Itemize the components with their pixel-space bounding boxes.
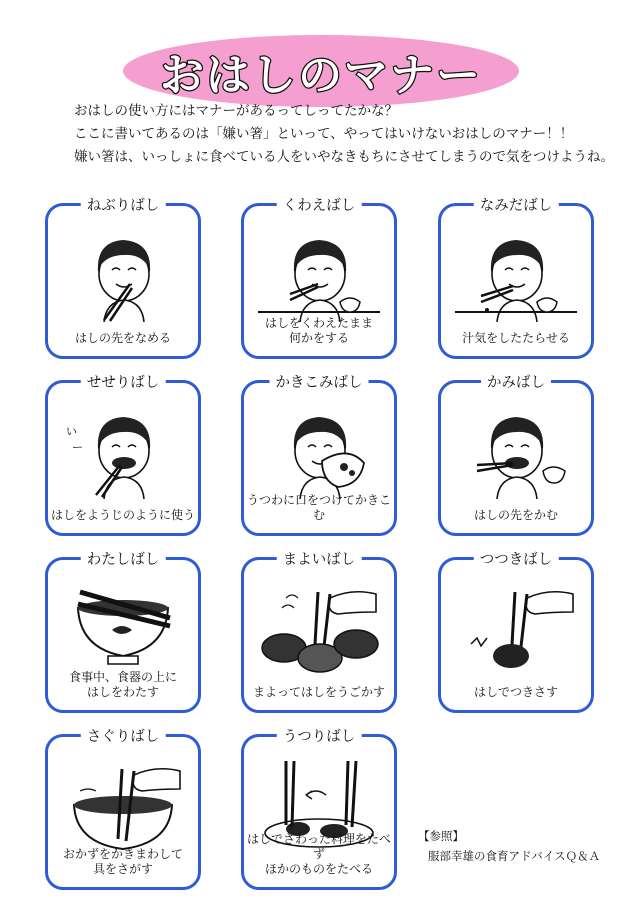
card-title: わたしばし: [81, 548, 166, 569]
boy-dripping-soup-illustration: [453, 224, 579, 322]
card-title: かみばし: [481, 371, 551, 392]
manner-card-kamibashi: [438, 375, 594, 536]
card-title: つつきばし: [474, 548, 559, 569]
card-title: さぐりばし: [81, 725, 166, 746]
card-title: せせりばし: [81, 371, 166, 392]
boy-biting-chopsticks-illustration: [453, 401, 579, 499]
card-caption: うつわに口をつけてかきこむ: [246, 493, 391, 522]
card-caption: おかずをかきまわして 具をさがす: [62, 847, 183, 876]
manner-card-utsuribashi: [241, 729, 397, 890]
reference-label: 【参照】: [418, 829, 464, 843]
manner-card-mayoibashi: [241, 552, 397, 713]
boy-picking-teeth-illustration: [60, 401, 186, 499]
svg-text:ー: ー: [72, 441, 83, 454]
card-caption: はしをようじのように使う: [50, 508, 195, 522]
manner-card-namidabashi: [438, 198, 594, 359]
chopsticks-rummaging-in-bowl-illustration: [60, 755, 186, 853]
manner-card-seseribashi: [45, 375, 201, 536]
intro-line: 嫌い箸は、いっしょに食べている人をいやなきもちにさせてしまうので気をつけようね。: [74, 149, 614, 165]
manner-card-tsutsukibashi: [438, 552, 594, 713]
card-title: くわえばし: [277, 194, 362, 215]
chopsticks-hovering-over-dishes-illustration: [256, 578, 382, 676]
chopsticks-across-bowl-illustration: [60, 578, 186, 676]
card-caption: はしをくわえたまま 何かをする: [264, 316, 373, 345]
card-caption: まよってはしをうごかす: [252, 685, 385, 699]
manner-card-saguribashi: [45, 729, 201, 890]
card-title: うつりばし: [277, 725, 362, 746]
card-caption: はしでつきさす: [473, 685, 558, 699]
manner-card-watashibashi: [45, 552, 201, 713]
card-title: なみだばし: [474, 194, 559, 215]
card-caption: はしの先をなめる: [74, 331, 171, 345]
card-caption: 食事中、食器の上に はしをわたす: [68, 670, 177, 699]
intro-line: ここに書いてあるのは「嫌い箸」といって、やってはいけないおはしのマナー！！: [74, 126, 574, 142]
page-title: おはしのマナー: [160, 50, 482, 101]
title-banner: [123, 35, 519, 107]
chopsticks-stabbing-food-illustration: [453, 578, 579, 676]
card-caption: 汁気をしたたらせる: [462, 331, 570, 345]
card-title: まよいばし: [277, 548, 362, 569]
intro-line: おはしの使い方にはマナーがあるってしってたかな？: [74, 103, 398, 119]
card-title: ねぶりばし: [81, 194, 166, 215]
card-title: かきこみばし: [270, 371, 369, 392]
intro-text: [74, 100, 634, 169]
boy-holding-chopsticks-in-mouth-illustration: [256, 224, 382, 322]
card-caption: はしでさわった料理をたべず ほかのものをたべる: [247, 832, 391, 876]
boy-scooping-food-from-bowl-illustration: [256, 401, 382, 499]
manner-card-kakikomibashi: [241, 375, 397, 536]
reference-note: [418, 826, 600, 866]
boy-licking-chopsticks-illustration: [60, 224, 186, 322]
svg-text:い: い: [66, 425, 77, 438]
card-caption: はしの先をかむ: [473, 508, 558, 522]
manner-card-kuwaebashi: [241, 198, 397, 359]
reference-source: 服部幸雄の食育アドバイスＱ＆Ａ: [428, 849, 601, 863]
manner-card-neburibashi: [45, 198, 201, 359]
